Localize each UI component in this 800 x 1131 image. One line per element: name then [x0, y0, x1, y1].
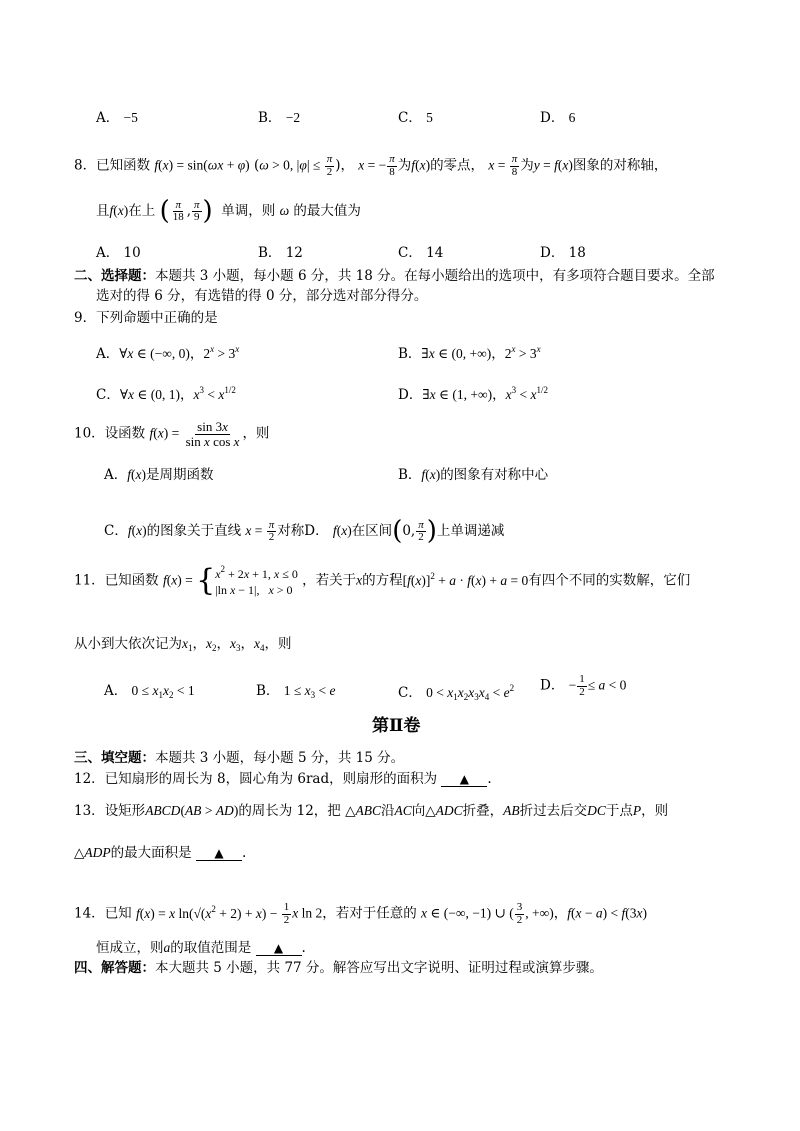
- section4-heading: 四、解答题：本大题共 5 小题，共 77 分。解答应写出文字说明、证明过程或演算步骤。: [74, 960, 603, 976]
- q10-option-b: B．f(x)的图象有对称中心: [398, 467, 549, 483]
- q8-option-d: D． 18: [540, 245, 586, 261]
- q7-option-a: A． −5: [96, 110, 138, 126]
- q9-option-c: C．∀x ∈ (0, 1)，$x^3 < x^{1/2}$: [96, 385, 236, 403]
- q8-option-a: A． 10: [96, 245, 141, 261]
- q14-line1: 14．已知 f(x) = x $\ln(√(x^2 + 2) + x)$ − $\frac{1}{2}$ x ln 2，若对于任意的 x ∈ (−∞, −1) ∪ ( $\frac{3}{2}$ , +∞)，f(x − a) < f(3x): [74, 901, 647, 926]
- q9-option-a: A．∀x ∈ (−∞, 0)，$2^x > 3^x$: [96, 344, 240, 362]
- part2-title: 第Ⅱ卷: [372, 716, 421, 736]
- q14-answer-blank[interactable]: ▲: [256, 941, 302, 956]
- q11-option-a: A． $0 \le x_1x_2 < 1$: [104, 683, 195, 700]
- q11-option-c: C． $0 < x_1x_2x_3x_4 < e^2$: [398, 683, 515, 702]
- q7-option-c: C． 5: [398, 110, 433, 126]
- q11-stem-line2: 从小到大依次记为$x_1$，$x_2$，$x_3$，$x_4$，则: [74, 636, 292, 653]
- q8-option-c: C． 14: [398, 245, 444, 261]
- q9-stem: 9．下列命题中正确的是: [74, 310, 218, 326]
- q12-answer-blank[interactable]: ▲: [441, 772, 487, 787]
- q8-line2: 且f(x)在上 ( $\frac{\pi}{18}$ , $\frac{\pi}{9}$ ) 单调，则 ω 的最大值为: [96, 196, 361, 226]
- q9-option-b: B．∃x ∈ (0, +∞)，$2^x > 3^x$: [398, 344, 541, 362]
- q11-option-b: B． $1 \le x_3 < e$: [256, 683, 336, 700]
- q14-line2: 恒成立，则a的取值范围是 ▲ .: [96, 940, 306, 956]
- q9-option-d: D．∃x ∈ (1, +∞)，$x^3 < x^{1/2}$: [398, 385, 549, 403]
- q13-line2: △ADP的最大面积是 ▲ .: [74, 845, 247, 861]
- q10-option-c-and-d: C．f(x)的图象关于直线 x = $\frac{\pi}{2}$ 对称D． f(x)在区间(0, $\frac{\pi}{2}$ )上单调递减: [104, 516, 505, 546]
- q10-option-a: A．f(x)是周期函数: [104, 467, 214, 483]
- q8-option-b: B． 12: [258, 245, 303, 261]
- q13-answer-blank[interactable]: ▲: [196, 846, 242, 861]
- q7-option-b: B． −2: [258, 110, 301, 126]
- q11-stem-line1: 11．已知函数 f(x) = { $x^2 + 2x + 1$, x ≤ 0 |ln x − 1|, x > 0 ，若关于x的方程$[f(x)]^2 + a \cdot f(x) + a = 0$有四个不同的实数解，它们: [74, 563, 691, 599]
- q7-option-d: D． 6: [540, 110, 576, 126]
- q10-stem: 10．设函数 f(x) = $\frac{\sin 3x}{\text{sin x cos x}}$ ，则: [74, 419, 270, 449]
- q8-line1: 8．已知函数 f(x) = sin(ωx + φ) (ω > 0, |φ| ≤ $\frac{\pi}{2}$ )， x = − $\frac{\pi}{8}$ 为f(x)的零点， x = $\frac{\pi}{8}$ 为y = f(x)图象的对称轴，: [74, 153, 668, 178]
- section3-heading: 三、填空题：本题共 3 小题，每小题 5 分，共 15 分。: [74, 750, 405, 766]
- q11-option-d: D． − $\frac{1}{2}$ ≤ a < 0: [540, 673, 627, 698]
- q13-line1: 13．设矩形ABCD(AB > AD)的周长为 12，把 △ABC沿AC向△ADC折叠，AB折过去后交DC于点P，则: [74, 803, 669, 819]
- section2-heading-line1: 二、选择题：本题共 3 小题，每小题 6 分，共 18 分。在每小题给出的选项中，有多项符合题目要求。全部: [74, 268, 715, 284]
- section2-heading-line2: 选对的得 6 分，有选错的得 0 分，部分选对部分得分。: [96, 288, 428, 304]
- q12: 12．已知扇形的周长为 8，圆心角为 6rad，则扇形的面积为 ▲ .: [74, 771, 492, 787]
